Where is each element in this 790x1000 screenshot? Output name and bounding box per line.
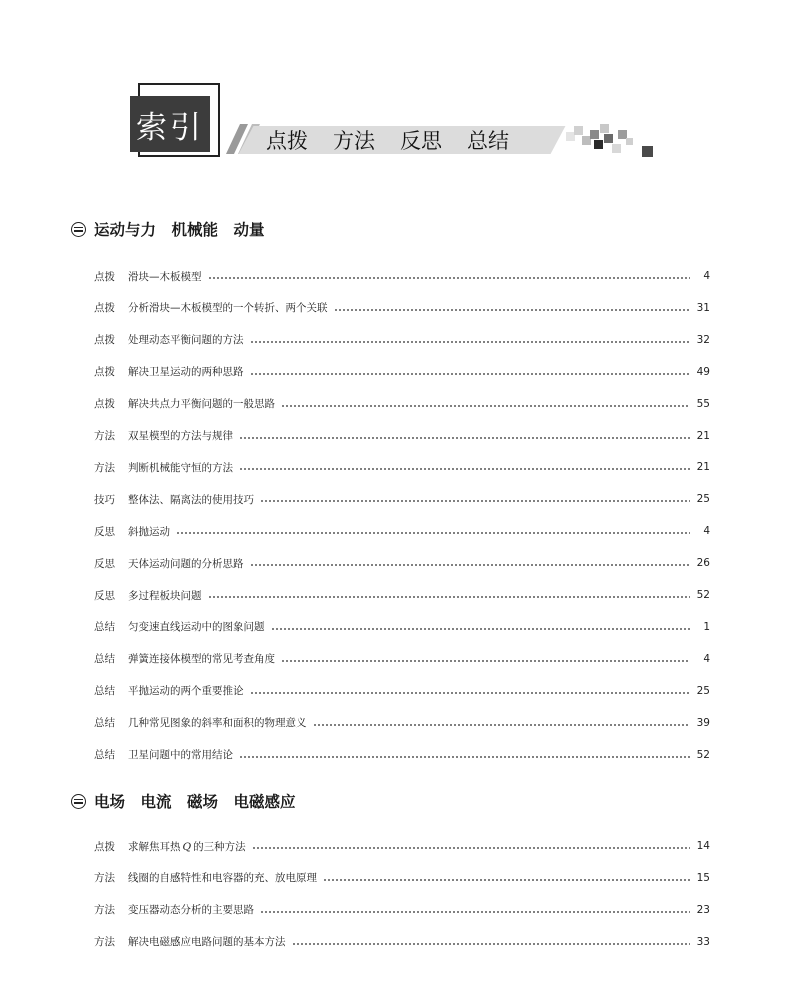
entry-title [128, 651, 275, 666]
entry-category: 点拨 [94, 366, 115, 379]
entry-title [128, 588, 202, 603]
leader-dots [208, 596, 691, 598]
entry-page-number: 39 [696, 716, 710, 729]
index-entry[interactable] [94, 932, 710, 952]
entry-category: 方法 [94, 430, 115, 442]
entry-title [128, 396, 275, 411]
index-entry[interactable] [94, 681, 710, 701]
index-entry[interactable] [94, 745, 710, 765]
entry-category: 方法 [94, 872, 115, 885]
index-entry[interactable] [94, 553, 710, 573]
entry-title-text: 匀变速直线运动中的图象问题 [128, 621, 265, 634]
entry-category: 方法 [94, 904, 115, 917]
entry-page-number: 4 [703, 652, 710, 665]
entry-page-number: 21 [696, 429, 710, 442]
entry-category: 点拨 [94, 398, 115, 411]
header-title-word: 总结 [467, 129, 509, 153]
section-title: 电场 电流 磁场 电磁感应 [94, 793, 296, 811]
entry-title-symbol: Q [182, 840, 192, 853]
entry-title [128, 332, 244, 347]
entry-title [128, 870, 317, 885]
entry-category: 方法 [94, 936, 115, 949]
index-entry[interactable] [94, 868, 710, 888]
entry-title-text: 解决卫星运动的两种思路 [128, 366, 244, 379]
entry-category: 技巧 [94, 493, 115, 506]
entry-category: 方法 [94, 461, 115, 474]
entry-title-text: 几种常见图象的斜率和面积的物理意义 [128, 717, 307, 730]
entry-category: 点拨 [94, 334, 115, 347]
leader-dots [281, 405, 690, 407]
entry-page-number: 33 [696, 935, 710, 948]
entry-title [128, 428, 233, 443]
entry-title-text: 整体法、隔离法的使用技巧 [128, 493, 254, 506]
leader-dots [250, 373, 691, 375]
entry-title-text: 处理动态平衡问题的方法 [128, 334, 244, 347]
entry-category: 总结 [94, 621, 115, 634]
entry-title [128, 619, 265, 634]
section-heading [71, 789, 296, 813]
entry-page-number: 55 [696, 397, 710, 410]
header-title [266, 126, 509, 154]
leader-dots [260, 500, 690, 502]
leader-dots [252, 847, 690, 849]
entry-title-text: 线圈的自感特性和电容器的充、放电原理 [128, 872, 317, 885]
entry-page-number: 25 [696, 493, 710, 506]
index-entry[interactable] [94, 394, 710, 414]
index-entry[interactable] [94, 457, 710, 477]
index-entry[interactable] [94, 836, 710, 856]
entry-title-text: 解决电磁感应电路问题的基本方法 [128, 936, 286, 949]
leader-dots [239, 756, 690, 758]
leader-dots [250, 692, 691, 694]
leader-dots [313, 724, 691, 726]
entry-page-number: 26 [696, 557, 710, 570]
entry-title [128, 269, 202, 284]
header-title-word: 点拨 [266, 129, 308, 153]
entry-category: 点拨 [94, 270, 115, 283]
leader-dots [281, 660, 690, 662]
entry-page-number: 21 [696, 461, 710, 474]
entry-title-text: 双星模型的方法与规律 [128, 430, 233, 442]
entry-title [128, 683, 244, 698]
entry-title-text: 多过程板块问题 [128, 589, 202, 602]
leader-dots [239, 468, 690, 470]
leader-dots [260, 911, 690, 913]
entry-title [128, 300, 328, 315]
entry-page-number: 49 [696, 365, 710, 378]
index-entry[interactable] [94, 330, 710, 350]
entry-title-text: 求解焦耳热 [128, 840, 181, 853]
entry-page-number: 4 [703, 270, 710, 282]
index-entry[interactable] [94, 617, 710, 637]
leader-dots [208, 277, 691, 279]
header-pixel-decoration [560, 122, 660, 158]
entry-page-number: 1 [703, 620, 710, 633]
entry-title [128, 556, 244, 571]
header-title-word: 反思 [400, 129, 442, 153]
entry-title-text: 滑块—木板模型 [128, 270, 202, 283]
circle-equals-icon [71, 222, 86, 237]
index-entry[interactable] [94, 900, 710, 920]
index-entry[interactable] [94, 362, 710, 382]
entry-title [128, 492, 254, 507]
entry-title [128, 715, 307, 730]
entry-category: 总结 [94, 653, 115, 666]
entry-category: 总结 [94, 749, 115, 761]
entry-title [128, 902, 254, 917]
section-title: 运动与力 机械能 动量 [94, 221, 265, 239]
leader-dots [239, 437, 690, 439]
entry-title-text: 分析滑块—木板模型的一个转折、两个关联 [128, 302, 328, 315]
entry-page-number: 32 [696, 333, 710, 346]
leader-dots [323, 879, 690, 881]
entry-title-text: 变压器动态分析的主要思路 [128, 904, 254, 917]
entry-category: 反思 [94, 557, 115, 570]
index-entry[interactable] [94, 713, 710, 733]
entry-page-number: 52 [696, 589, 710, 601]
entry-category: 总结 [94, 717, 115, 730]
index-entry[interactable] [94, 298, 710, 318]
entry-title-text: 斜抛运动 [128, 525, 170, 538]
leader-dots [250, 341, 691, 343]
entry-title [128, 460, 233, 475]
header-badge: 索引 [130, 96, 210, 152]
entry-title-text: 天体运动问题的分析思路 [128, 557, 244, 570]
section-heading [71, 217, 265, 241]
circle-equals-icon [71, 794, 86, 809]
entry-title [128, 747, 233, 762]
index-entry[interactable] [94, 521, 710, 541]
entry-title-text: 卫星问题中的常用结论 [128, 749, 233, 761]
entry-page-number: 15 [696, 871, 710, 884]
entry-page-number: 4 [703, 525, 710, 538]
leader-dots [292, 943, 691, 945]
entry-title-text-after: 的三种方法 [193, 840, 246, 853]
entry-title [128, 934, 286, 949]
index-entry[interactable] [94, 489, 710, 509]
entry-page-number: 25 [696, 684, 710, 697]
leader-dots [176, 532, 690, 534]
entry-category: 点拨 [94, 302, 115, 315]
index-entry[interactable] [94, 266, 710, 286]
entry-title-text: 弹簧连接体模型的常见考查角度 [128, 653, 275, 666]
leader-dots [271, 628, 691, 630]
index-entry[interactable] [94, 585, 710, 605]
entry-page-number: 23 [696, 903, 710, 916]
entry-title-text: 判断机械能守恒的方法 [128, 461, 233, 474]
index-entry[interactable] [94, 426, 710, 446]
entry-title [128, 839, 246, 854]
entry-category: 反思 [94, 589, 115, 602]
entry-title-text: 解决共点力平衡问题的一般思路 [128, 398, 275, 411]
entry-page-number: 31 [696, 301, 710, 314]
leader-dots [250, 564, 691, 566]
header-title-word: 方法 [333, 129, 375, 153]
entry-category: 反思 [94, 525, 115, 538]
entry-category: 总结 [94, 685, 115, 698]
entry-title [128, 364, 244, 379]
entry-category: 点拨 [94, 840, 115, 853]
entry-title [128, 524, 170, 539]
index-entry[interactable] [94, 649, 710, 669]
entry-page-number: 52 [696, 748, 710, 761]
entry-title-text: 平抛运动的两个重要推论 [128, 685, 244, 698]
entry-page-number: 14 [696, 840, 710, 852]
leader-dots [334, 309, 691, 311]
